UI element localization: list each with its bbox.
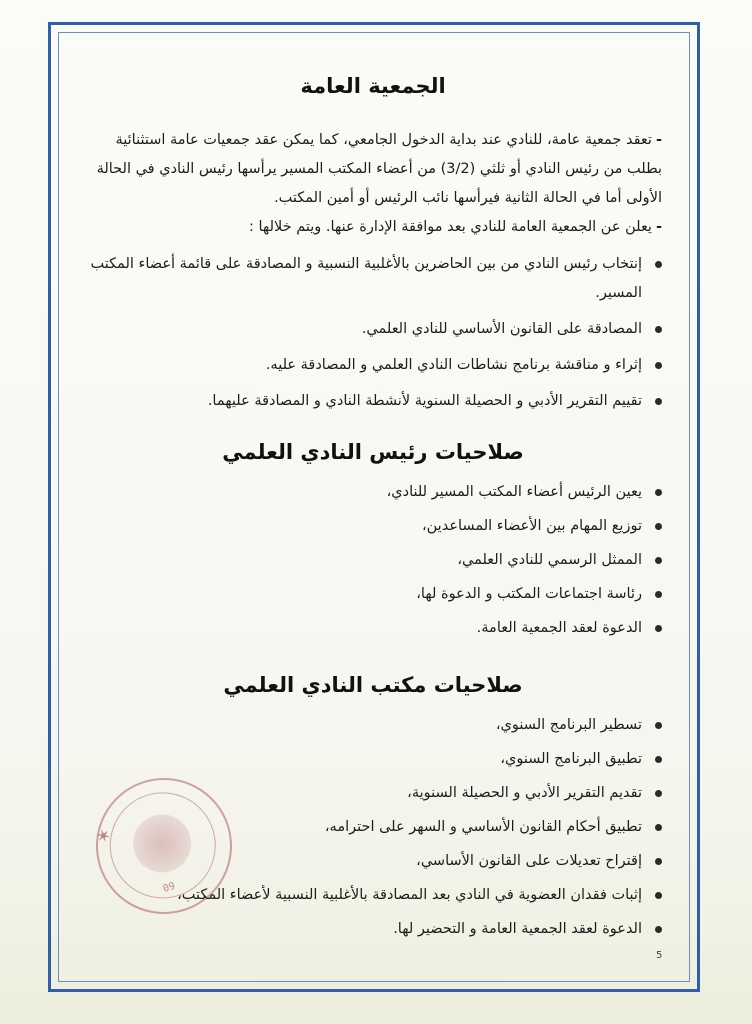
list-item: تسطير البرنامج السنوي،	[78, 711, 668, 740]
bullet-icon	[655, 858, 662, 865]
list-item: إقتراح تعديلات على القانون الأساسي،	[78, 847, 668, 876]
list-item: المصادقة على القانون الأساسي للنادي العلمي.	[78, 315, 668, 344]
list-item: الدعوة لعقد الجمعية العامة و التحضير لها.	[78, 915, 668, 944]
section-title-president: صلاحيات رئيس النادي العلمي	[222, 440, 524, 464]
bullet-icon	[655, 790, 662, 797]
bullet-icon	[655, 557, 662, 564]
star-icon: ✶	[93, 824, 115, 849]
list-item: تطبيق أحكام القانون الأساسي و السهر على احترامه،	[78, 813, 668, 842]
list-item: توزيع المهام بين الأعضاء المساعدين،	[78, 512, 668, 541]
list-item: الدعوة لعقد الجمعية العامة.	[78, 614, 668, 643]
list-item: إثبات فقدان العضوية في النادي بعد المصادقة بالأغلبية النسبية لأعضاء المكتب،	[78, 881, 668, 910]
intro-text-1: تعقد جمعية عامة، للنادي عند بداية الدخول الجامعي، كما يمكن عقد جمعيات عامة استثنائية بطلب من رئيس النادي أو ثلثي (3/2) من أعضاء المكتب المسير يرأسها رئيس النادي في الحالة الأولى أما في الحالة الثانية فيرأسها نائب الرئيس أو أمين المكتب.	[96, 132, 662, 206]
bullet-icon	[655, 625, 662, 632]
bullet-icon	[655, 326, 662, 333]
intro-text-2: يعلن عن الجمعية العامة للنادي بعد موافقة الإدارة عنها. ويتم خلالها :	[248, 219, 652, 235]
bullet-icon	[655, 926, 662, 933]
bullet-icon	[655, 523, 662, 530]
section-title-general-assembly: الجمعية العامة	[300, 74, 446, 98]
general-assembly-list	[78, 250, 668, 416]
list-item: تقييم التقرير الأدبي و الحصيلة السنوية لأنشطة النادي و المصادقة عليهما.	[78, 387, 668, 416]
list-item: الممثل الرسمي للنادي العلمي،	[78, 546, 668, 575]
list-item: رئاسة اجتماعات المكتب و الدعوة لها،	[78, 580, 668, 609]
bullet-icon	[655, 362, 662, 369]
bullet-icon	[655, 824, 662, 831]
list-item: إثراء و مناقشة برنامج نشاطات النادي العلمي و المصادقة عليه.	[78, 351, 668, 380]
list-item: يعين الرئيس أعضاء المكتب المسير للنادي،	[78, 478, 668, 507]
president-powers-list	[78, 478, 668, 643]
seal-number: 09	[161, 880, 177, 896]
bullet-icon	[655, 892, 662, 899]
bullet-icon	[655, 489, 662, 496]
bullet-icon	[655, 722, 662, 729]
page-number: 5	[656, 950, 663, 961]
intro-paragraph: -تعقد جمعية عامة، للنادي عند بداية الدخول الجامعي، كما يمكن عقد جمعيات عامة استثنائية بطلب من رئيس النادي أو ثلثي (3/2) من أعضاء المكتب المسير يرأسها رئيس النادي في الحالة الأولى أما في الحالة الثانية فيرأسها نائب الرئيس أو أمين المكتب.	[96, 132, 662, 206]
section-title-office: صلاحيات مكتب النادي العلمي	[223, 673, 523, 697]
list-item: تطبيق البرنامج السنوي،	[78, 745, 668, 774]
list-item: إنتخاب رئيس النادي من بين الحاضرين بالأغلبية النسبية و المصادقة على قائمة أعضاء المكتب المسير.	[78, 250, 668, 308]
bullet-icon	[655, 591, 662, 598]
bullet-icon	[655, 398, 662, 405]
bullet-icon	[655, 261, 662, 268]
list-item: تقديم التقرير الأدبي و الحصيلة السنوية،	[78, 779, 668, 808]
intro-paragraph-2: -يعلن عن الجمعية العامة للنادي بعد موافقة الإدارة عنها. ويتم خلالها :	[248, 219, 662, 235]
bullet-icon	[655, 756, 662, 763]
